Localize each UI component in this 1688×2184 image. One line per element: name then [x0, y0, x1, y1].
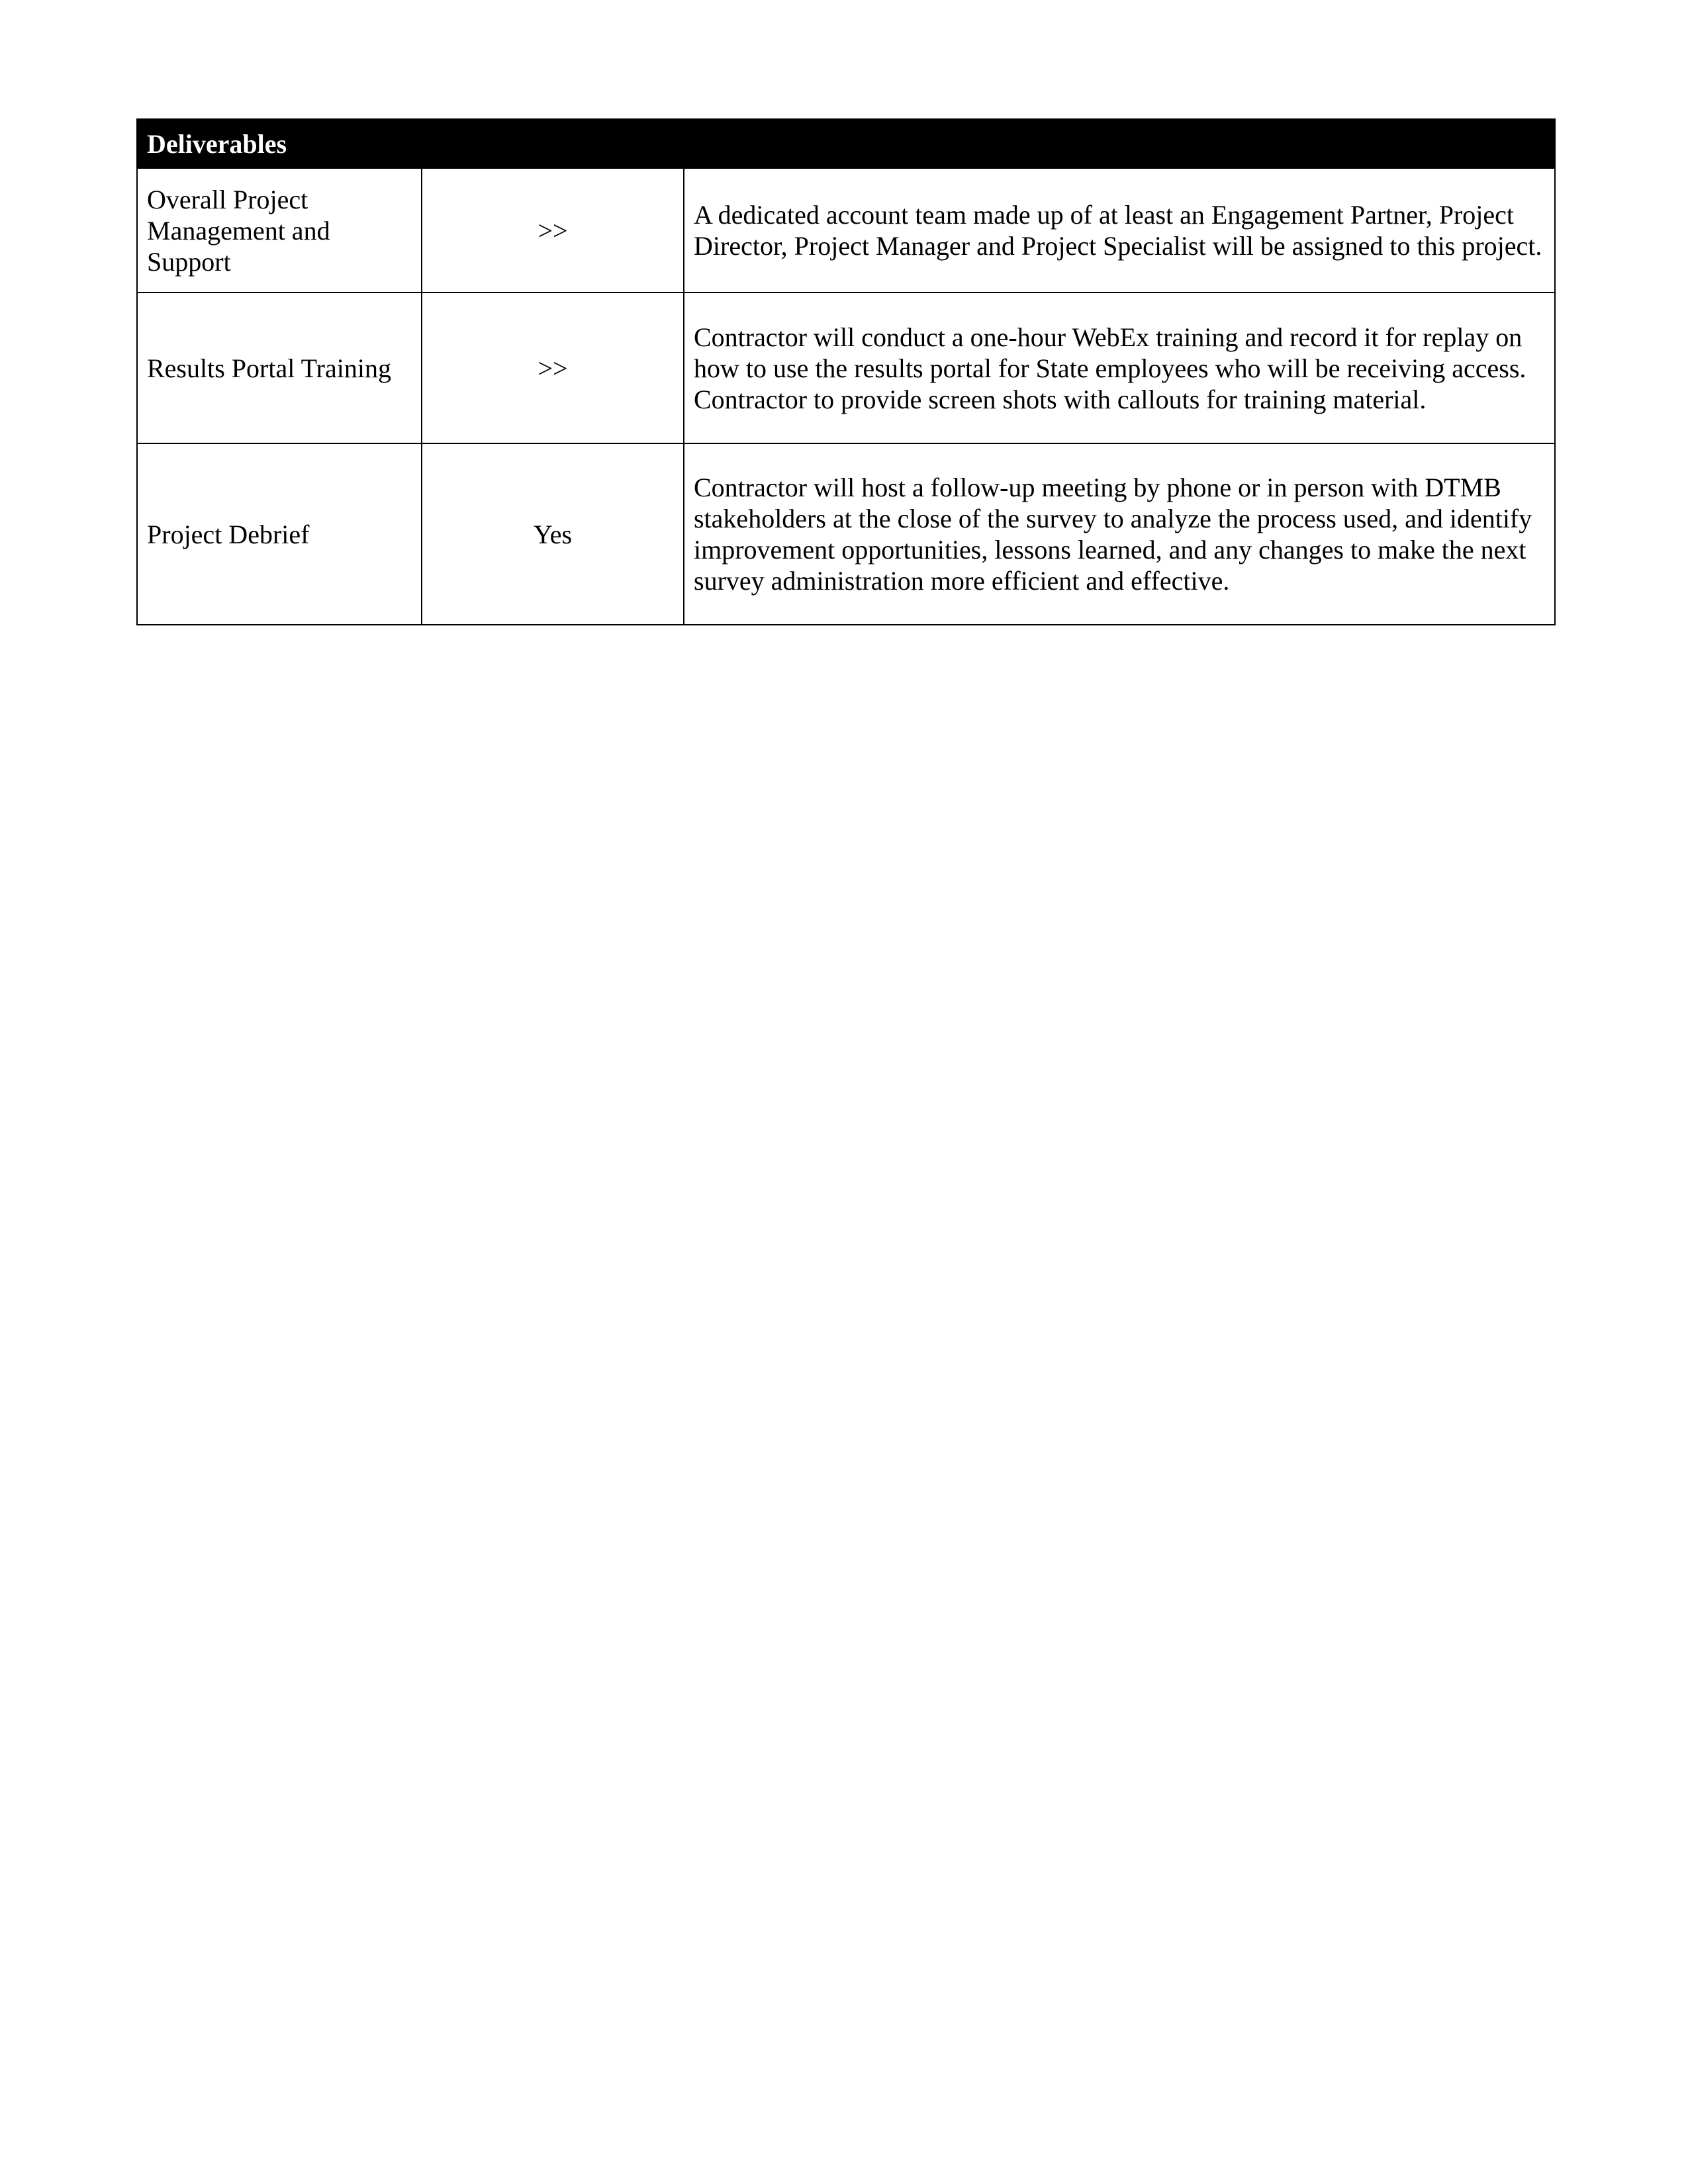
deliverable-status: >>	[422, 293, 684, 443]
deliverable-description: Contractor will host a follow-up meeting by phone or in person with DTMB stakeholders at the close of the survey to analyze the process used, and identify improvement opportunities, lessons learned, and any changes to make the next survey administration more efficient and effective.	[684, 443, 1555, 625]
table-header: Deliverables	[137, 119, 1555, 168]
deliverable-status: Yes	[422, 443, 684, 625]
table-row	[137, 443, 1555, 625]
deliverable-status: >>	[422, 168, 684, 293]
deliverable-description: Contractor will conduct a one-hour WebEx training and record it for replay on how to use the results portal for State employees who will be receiving access. Contractor to provide screen shots with callouts for training material.	[684, 293, 1555, 443]
deliverables-table	[136, 118, 1556, 625]
deliverable-name: Results Portal Training	[137, 293, 422, 443]
table-row	[137, 293, 1555, 443]
deliverable-name: Overall Project Management and Support	[137, 168, 422, 293]
table-header-row	[137, 119, 1555, 168]
table-row	[137, 168, 1555, 293]
deliverable-description: A dedicated account team made up of at least an Engagement Partner, Project Director, Project Manager and Project Specialist will be assigned to this project.	[684, 168, 1555, 293]
deliverable-name: Project Debrief	[137, 443, 422, 625]
